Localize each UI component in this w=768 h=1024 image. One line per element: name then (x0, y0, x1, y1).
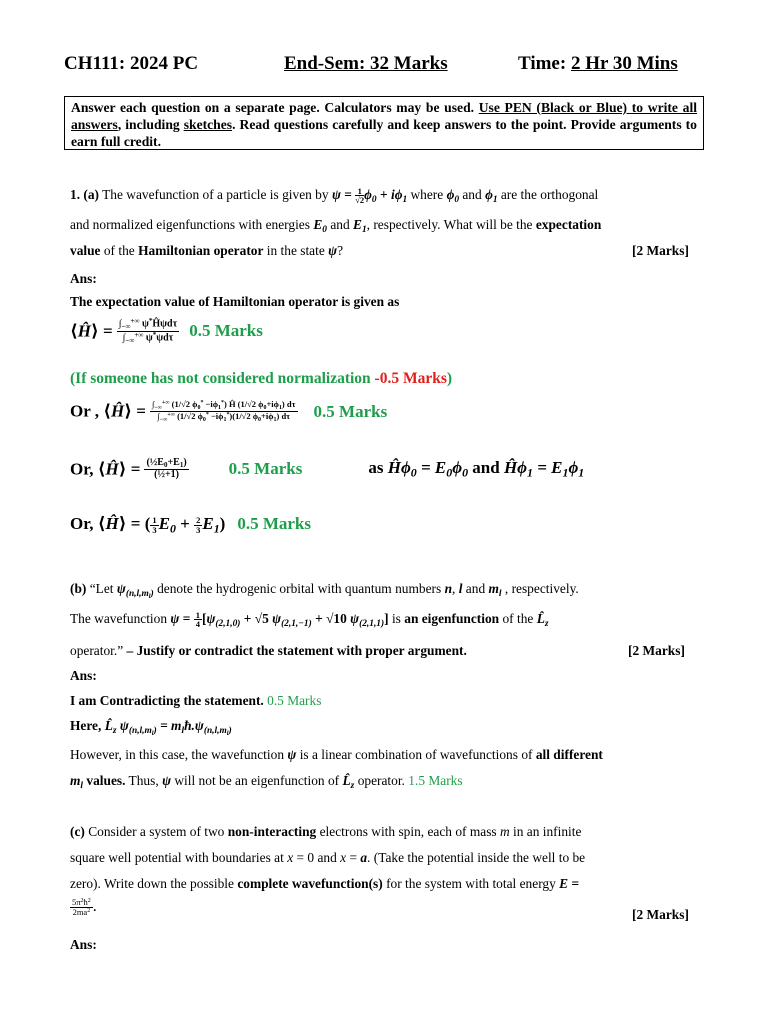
q1b-however: However, in this case, the wavefunction ψ is a linear combination of wavefunctions of all different (70, 747, 603, 762)
q1a-line1: 1. (a) The wavefunction of a particle is given by ψ = $\frac{1}{√2}$ $\phi_0 + i\phi_1$ where $\phi_0$ and $\phi_1$ are the orthogonal (70, 185, 599, 206)
q1b-line3: operator.” – Justify or contradict the statement with proper argument. (70, 643, 467, 658)
q1a-ans-intro: The expectation value of Hamiltonian operator is given as (70, 294, 400, 309)
q1c-line3: zero). Write down the possible complete wavefunction(s) for the system with total energy E = (70, 876, 580, 891)
q1c-energy-fraction: $\frac{5\pi^2ħ^2}{2ma^2}$ . (72, 897, 97, 917)
instructions-box: Answer each question on a separate page. Calculators may be used. Use PEN (Black or Blue) to write all answers, including sketches. Read questions carefully and keep answers to the point. Provide arguments to earn full credit. (64, 96, 704, 150)
q1c-marks: [2 Marks] (632, 907, 689, 922)
q1c-line1: (c) Consider a system of two non-interacting electrons with spin, each of mass m in an infinite (70, 824, 582, 839)
q1b-values: $m_l$ values. Thus, ψ will not be an eigenfunction of $L̂_z$ operator. 1.5 Marks (70, 773, 463, 791)
q1a-eq3: Or, ⟨Ĥ⟩ = $\frac{(\frac{1}{2}E_0+E_1)}{\text{(½+1)}}$ 0.5 Marks as $Ĥ\phi_0 = E_0\phi_0$ and $Ĥ\phi_1 = E_1\phi_1$ (70, 457, 585, 481)
exam-time: Time: 2 Hr 30 Mins (518, 53, 678, 74)
q1b-line1: (b) “Let $\psi_{(n,l,m_l)}$ denote the hydrogenic orbital with quantum numbers n, l and $m_l$ , respectively. (70, 581, 579, 600)
q1c-ans-label: Ans: (70, 937, 97, 952)
q1b-ans-label: Ans: (70, 668, 97, 683)
q1a-eq1: ⟨Ĥ⟩ = $\frac{\int_{-\infty}^{+\infty} \psi^*Ĥ\psi d\tau}{\int_{-\infty}^{+\infty} \psi^*\psi d\tau}$ 0.5 Marks (70, 317, 263, 345)
q1b-line2: The wavefunction ψ = $\frac{1}{4}$ [$\psi_{(2,1,0)} + √5$ $\psi_{(2,1,-1)} + √10$ $\psi_{(2,1,1)}$] is an eigenfunction of the $L̂_z$ (70, 609, 549, 630)
q1a-eq2: Or , ⟨Ĥ⟩ = $\frac{\int_{-\infty}^{+\infty} (1/√2 \phi_0^* -i\phi_1^*) Ĥ (1/√2 \phi_0+i\phi_1) d\tau}{\int_{-\infty}^{+\infty} (1/√2 \phi_0^* -i\phi_1^*)(1/√2 \phi_0+i\phi_1) d\tau}$ 0.5 Marks (70, 399, 388, 423)
q1a-line3: value of the Hamiltonian operator in the state ψ? (70, 243, 344, 258)
q1a-marks: [2 Marks] (632, 243, 689, 258)
q1b-contradict: I am Contradicting the statement. 0.5 Marks (70, 693, 322, 708)
course-title: CH111: 2024 PC (64, 53, 199, 74)
q1a-ans-label: Ans: (70, 271, 97, 286)
q1c-line2: square well potential with boundaries at x = 0 and x = a. (Take the potential inside the well to be (70, 850, 586, 865)
q1a-eq4: Or, ⟨Ĥ⟩ = ( $\frac{1}{3}$ $E_0$ + $\frac{2}{3}$ $E_1$) 0.5 Marks (70, 514, 311, 536)
q1b-here: Here, $L̂_z$ $\psi_{(n,l,m_l)}$ = $m_lħ.\psi_{(n,l,m_l)}$ (70, 718, 232, 737)
normalization-note: (If someone has not considered normalization -0.5 Marks) (70, 370, 453, 387)
q1a-line2: and normalized eigenfunctions with energies $E_0$ and $E_1$, respectively. What will be the expectation (70, 217, 602, 235)
exam-title: End-Sem: 32 Marks (284, 53, 448, 74)
q1b-marks: [2 Marks] (628, 643, 685, 658)
